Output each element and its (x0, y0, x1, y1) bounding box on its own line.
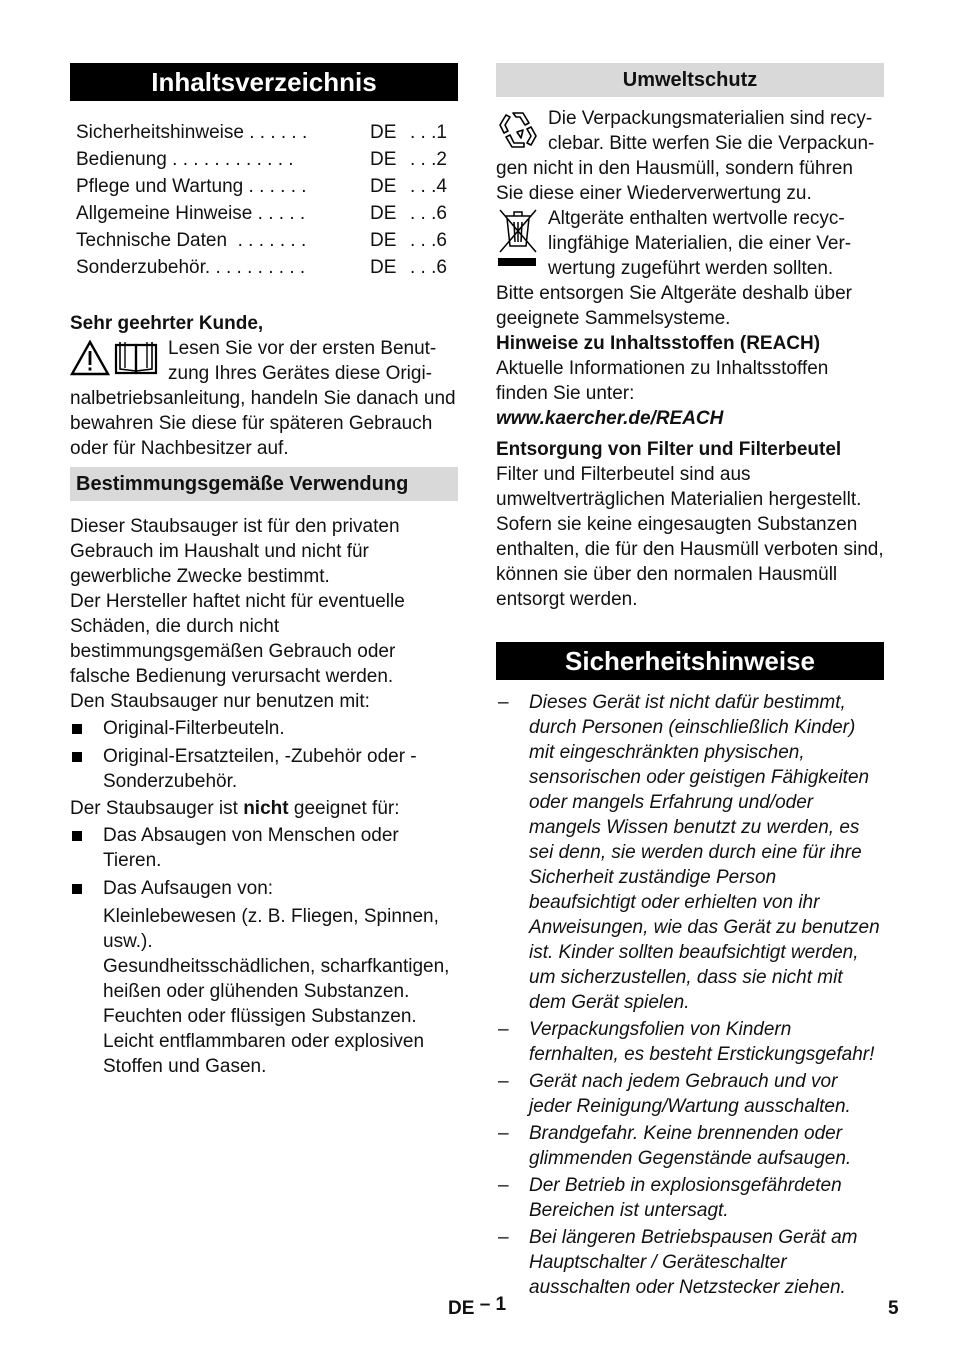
safety-item: – Bei längeren Betriebspausen Gerät am Hauptschalter / Geräteschalter ausschalten oder Netzstecker ziehen. (496, 1225, 884, 1300)
toc-entry-title: Allgemeine Hinweise . . . . . (76, 203, 306, 224)
sub-list-item: Feuchten oder flüssigen Substanzen. (103, 1006, 417, 1027)
toc-row[interactable] (70, 227, 458, 254)
recycle-text-line: Die Verpackungsmaterialien sind recy- (548, 108, 873, 129)
usage-paragraph: Dieser Staubsauger ist für den privaten Gebrauch im Haushalt und nicht für gewerbliche Zwecke bestimmt. (70, 516, 400, 587)
footer-dash: – (479, 1294, 491, 1315)
toc-entry-title: Bedienung . . . . . . . . . . . . (76, 149, 294, 170)
toc-entry-page: . . .1 (410, 122, 447, 143)
greeting: Sehr geehrter Kunde, (70, 313, 264, 334)
reach-heading: Hinweise zu Inhaltsstoffen (REACH) (496, 333, 821, 354)
toc-entry-lang: DE (370, 203, 397, 224)
sub-list-item: Gesundheitsschädlichen, scharfkantigen, heißen oder glühenden Substanzen. (103, 956, 450, 1002)
toc-entry-lang: DE (370, 230, 397, 251)
reach-link[interactable]: www.kaercher.de/REACH (496, 408, 724, 429)
recycle-icon (496, 108, 540, 152)
footer-section (448, 1296, 506, 1321)
intro-text: nalbetriebsanleitung, handeln Sie danach und bewahren Sie diese für späteren Gebrauch oder für Nachbesitzer auf. (70, 388, 456, 459)
toc-entry-title: Technische Daten . . . . . . . (76, 230, 307, 251)
toc-row[interactable] (70, 254, 458, 281)
toc-entry-page: . . .6 (410, 203, 447, 224)
toc-title: Inhaltsverzeichnis (70, 63, 458, 101)
list-item: Original-Ersatzteilen, -Zubehör oder -Sonderzubehör. (70, 744, 458, 794)
toc-entry-lang: DE (370, 257, 397, 278)
safety-item: – Brandgefahr. Keine brennenden oder glimmenden Gegenstände aufsaugen. (496, 1121, 884, 1171)
safety-heading: Sicherheitshinweise (496, 642, 884, 680)
page-number: 5 (888, 1298, 899, 1319)
right-column (496, 63, 884, 1300)
toc-entry-page: . . .6 (410, 257, 447, 278)
safety-item: – Dieses Gerät ist nicht dafür bestimmt, durch Personen (einschließlich Kinder) mit eingeschränkten physischen, sensorischen oder geistigen Fähigkeiten oder mangels Erfahrung und/oder mangels Wissen benutzt zu werden, es sei denn, sie werden durch eine für ihre Sicherheit zuständige Person beaufsichtigt oder erhielten von ihr Anweisungen, wie das Gerät zu benutzen ist. Kinder sollten beaufsichtigt werden, um sicherzustellen, dass sie nicht mit dem Gerät spielen. (496, 690, 884, 1015)
crossed-bin-icon (496, 206, 540, 272)
footer-section-code: DE (448, 1298, 475, 1319)
toc-entry-title: Sicherheitshinweise . . . . . . (76, 122, 308, 143)
weee-block (496, 206, 884, 331)
usage-heading: Bestimmungsgemäße Verwendung (70, 467, 458, 501)
weee-text-line: wertung zugeführt werden sollten. (548, 258, 834, 279)
intro-text-line: zung Ihres Gerätes diese Origi- (168, 363, 433, 384)
filter-paragraph: Sofern sie keine eingesaugten Substanzen enthalten, die für den Hausmüll verboten sind, können sie über den normalen Hausmüll entsorgt werden. (496, 514, 884, 610)
not-suited-line: Der Staubsauger ist nicht geeignet für: (70, 798, 400, 819)
safety-item: – Gerät nach jedem Gebrauch und vor jeder Reinigung/Wartung ausschalten. (496, 1069, 884, 1119)
safety-item: – Der Betrieb in explosionsgefährdeten Bereichen ist untersagt. (496, 1173, 884, 1223)
toc-entry-title: Pflege und Wartung . . . . . . (76, 176, 307, 197)
toc-entry-page: . . .4 (410, 176, 447, 197)
toc-row[interactable] (70, 146, 458, 173)
toc-entry-title: Sonderzubehör. . . . . . . . . . (76, 257, 306, 278)
footer-section-page: 1 (495, 1294, 507, 1315)
table-of-contents (70, 119, 458, 281)
environment-heading: Umweltschutz (496, 63, 884, 97)
left-column (70, 63, 458, 1079)
usage-paragraph: Der Hersteller haftet nicht für eventuelle Schäden, die durch nicht bestimmungsgemäßen Gebrauch oder falsche Bedienung verursacht werden. (70, 591, 405, 687)
list-item: Das Aufsaugen von: (70, 876, 458, 901)
weee-text: Bitte entsorgen Sie Altgeräte deshalb über geeignete Sammelsysteme. (496, 283, 852, 329)
toc-row[interactable] (70, 200, 458, 227)
safety-item: – Verpackungsfolien von Kindern fernhalten, es besteht Erstickungsgefahr! (496, 1017, 884, 1067)
weee-text-line: lingfähige Materialien, die einer Ver- (548, 233, 852, 254)
toc-row[interactable] (70, 119, 458, 146)
list-item: Original-Filterbeuteln. (70, 716, 458, 741)
weee-text-line: Altgeräte enthalten wertvolle recyc- (548, 208, 845, 229)
intro-block (70, 336, 458, 461)
reach-text: Aktuelle Informationen zu Inhaltsstoffen finden Sie unter: (496, 358, 829, 404)
warning-manual-icons (70, 340, 160, 376)
filter-paragraph: Filter und Filterbeutel sind aus umweltverträglichen Materialien hergestellt. (496, 464, 862, 510)
sub-list-item: Kleinlebewesen (z. B. Fliegen, Spinnen, usw.). (103, 906, 439, 952)
intro-text-line: Lesen Sie vor der ersten Benut- (168, 338, 437, 359)
book-manual-icon (116, 342, 156, 373)
recycle-text: gen nicht in den Hausmüll, sondern führen Sie diese einer Wiederverwertung zu. (496, 158, 854, 204)
list-item: Das Absaugen von Menschen oder Tieren. (70, 823, 458, 873)
recycle-block (496, 106, 884, 206)
recycle-text-line: clebar. Bitte werfen Sie die Verpackun- (548, 133, 875, 154)
sub-list-item: Leicht entflammbaren oder explosiven Stoffen und Gasen. (103, 1031, 425, 1077)
toc-entry-lang: DE (370, 176, 397, 197)
toc-entry-lang: DE (370, 149, 397, 170)
toc-entry-page: . . .2 (410, 149, 447, 170)
toc-entry-page: . . .6 (410, 230, 447, 251)
toc-row[interactable] (70, 173, 458, 200)
usage-paragraph: Den Staubsauger nur benutzen mit: (70, 691, 370, 712)
filter-heading: Entsorgung von Filter und Filterbeutel (496, 439, 842, 460)
toc-entry-lang: DE (370, 122, 397, 143)
warning-triangle-icon (70, 340, 160, 376)
